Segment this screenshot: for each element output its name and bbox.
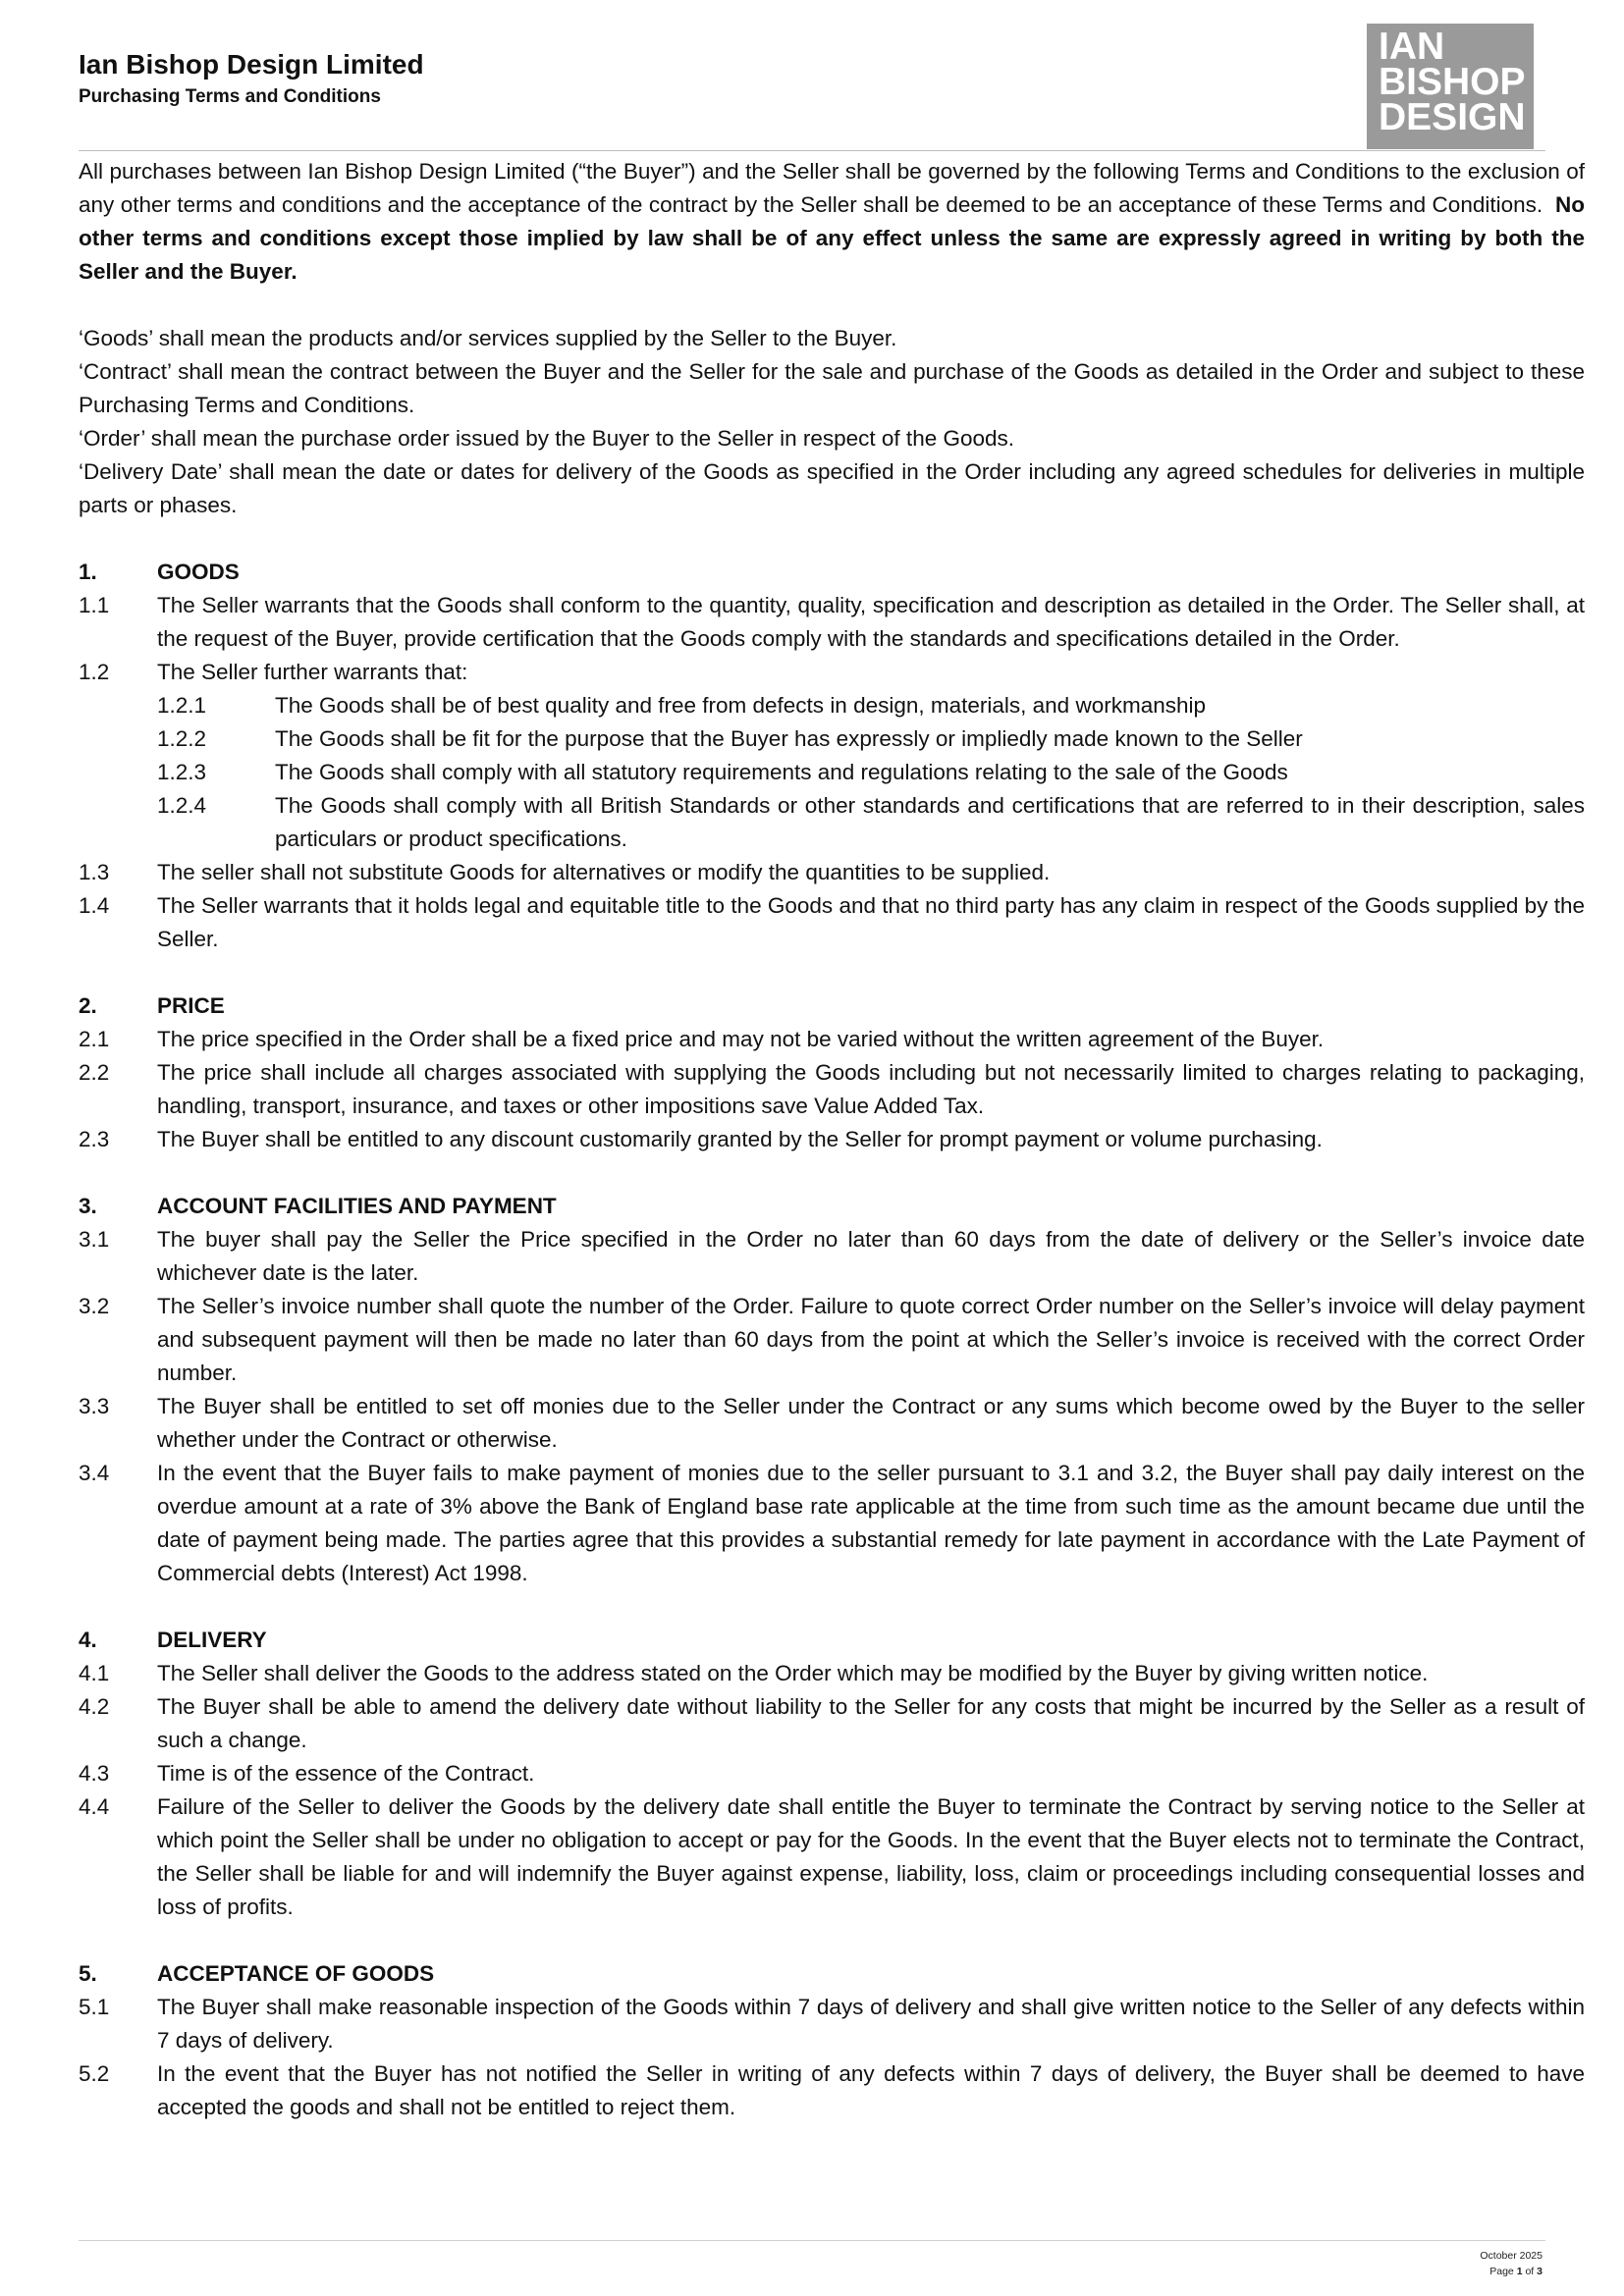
clause-text: The price shall include all charges associated with supplying the Goods including but not necessarily limited to charges relating to packaging, handling, transport, insurance, and taxes or other impositions save Value Added Tax. <box>157 1060 1585 1118</box>
clause-text: The Seller warrants that it holds legal and equitable title to the Goods and that no third party has any claim in respect of the Goods supplied by the Seller. <box>157 893 1585 951</box>
definition-order: ‘Order’ shall mean the purchase order issued by the Buyer to the Seller in respect of the Goods. <box>79 426 1015 451</box>
clause-number: 2.2 <box>79 1060 110 1085</box>
page-number: 1 <box>1516 2266 1523 2277</box>
definition-delivery-date: ‘Delivery Date’ shall mean the date or dates for delivery of the Goods as specified in the Order including any agreed schedules for deliveries in multiple parts or phases. <box>79 459 1585 517</box>
clause-number: 2.3 <box>79 1127 110 1151</box>
page-footer <box>1480 2248 1543 2279</box>
of-label: of <box>1525 2266 1535 2277</box>
subclause <box>157 789 1585 856</box>
clause-text: In the event that the Buyer has not notified the Seller in writing of any defects within 7 days of delivery, the Buyer shall be deemed to have accepted the goods and shall not be entitled to reject them. <box>157 2061 1585 2119</box>
logo-line-1: IAN <box>1379 26 1445 68</box>
document-body <box>79 155 1585 2124</box>
subclause <box>157 689 1585 722</box>
clause-number: 3.2 <box>79 1294 110 1318</box>
subclause-number: 1.2.1 <box>157 693 207 718</box>
clause <box>79 1457 1585 1590</box>
section-number: 4. <box>79 1628 97 1652</box>
clause <box>79 1290 1585 1390</box>
clause-number: 4.2 <box>79 1694 110 1719</box>
clause <box>79 589 1585 656</box>
company-logo <box>1367 24 1534 149</box>
clause-text: The Seller further warrants that: <box>157 660 468 684</box>
footer-divider <box>79 2240 1545 2241</box>
section-number: 3. <box>79 1194 97 1218</box>
page-label: Page <box>1489 2266 1514 2277</box>
subclause <box>157 756 1585 789</box>
clause-text: The Seller shall deliver the Goods to the address stated on the Order which may be modified by the Buyer by giving written notice. <box>157 1661 1429 1685</box>
clause-number: 2.1 <box>79 1027 110 1051</box>
clause <box>79 1223 1585 1290</box>
section-heading <box>79 556 1585 589</box>
clause-text: The seller shall not substitute Goods for alternatives or modify the quantities to be supplied. <box>157 860 1051 884</box>
clause-text: The Seller warrants that the Goods shall conform to the quantity, quality, specification and description as detailed in the Order. The Seller shall, at the request of the Buyer, provide certification that the Goods comply with the standards and specifications detailed in the Order. <box>157 593 1585 651</box>
section-title: ACCEPTANCE OF GOODS <box>157 1961 435 1986</box>
company-name: Ian Bishop Design Limited <box>79 49 424 80</box>
document-subtitle: Purchasing Terms and Conditions <box>79 86 381 107</box>
clause <box>79 1390 1585 1457</box>
section-number: 2. <box>79 993 97 1018</box>
clause-number: 3.3 <box>79 1394 110 1418</box>
subclause-number: 1.2.2 <box>157 726 207 751</box>
clause <box>79 1991 1585 2057</box>
section-title: GOODS <box>157 560 240 584</box>
page-indicator <box>1480 2264 1543 2279</box>
clause-number: 1.1 <box>79 593 110 617</box>
clause-text: Time is of the essence of the Contract. <box>157 1761 535 1786</box>
clause <box>79 2057 1585 2124</box>
header-divider <box>79 150 1545 151</box>
subclause-number: 1.2.3 <box>157 760 207 784</box>
section-number: 5. <box>79 1961 97 1986</box>
subclause-text: The Goods shall comply with all statutory requirements and regulations relating to the sale of the Goods <box>275 760 1288 784</box>
subclause <box>157 722 1585 756</box>
clause-number: 1.2 <box>79 660 110 684</box>
clause-number: 3.1 <box>79 1227 110 1252</box>
clause <box>79 1690 1585 1757</box>
section-heading <box>79 1957 1585 1991</box>
clause <box>79 1023 1585 1056</box>
clause-text: The Buyer shall be entitled to any discount customarily granted by the Seller for prompt payment or volume purchasing. <box>157 1127 1323 1151</box>
clause-number: 5.2 <box>79 2061 110 2086</box>
clause-number: 4.1 <box>79 1661 110 1685</box>
section-heading <box>79 989 1585 1023</box>
clause-number: 1.4 <box>79 893 110 918</box>
section-heading <box>79 1190 1585 1223</box>
clause-text: The Seller’s invoice number shall quote the number of the Order. Failure to quote correct Order number on the Seller’s invoice will delay payment and subsequent payment will then be made no later than 60 days from the point at which the Seller’s invoice is received with the correct Order number. <box>157 1294 1585 1385</box>
clause-number: 4.3 <box>79 1761 110 1786</box>
page-total: 3 <box>1537 2266 1543 2277</box>
section-title: PRICE <box>157 993 225 1018</box>
clause-number: 4.4 <box>79 1794 110 1819</box>
clause <box>79 1757 1585 1790</box>
clause-number: 5.1 <box>79 1995 110 2019</box>
section-title: DELIVERY <box>157 1628 267 1652</box>
clause <box>79 1056 1585 1123</box>
logo-line-3: DESIGN <box>1379 96 1526 138</box>
definition-goods: ‘Goods’ shall mean the products and/or services supplied by the Seller to the Buyer. <box>79 326 897 350</box>
footer-date: October 2025 <box>1480 2250 1543 2262</box>
clause-text: Failure of the Seller to deliver the Goods by the delivery date shall entitle the Buyer to terminate the Contract by serving notice to the Seller at which point the Seller shall be under no obligation to accept or pay for the Goods. In the event that the Buyer elects not to terminate the Contract, the Seller shall be liable for and will indemnify the Buyer against expense, liability, loss, claim or proceedings including consequential losses and loss of profits. <box>157 1794 1585 1919</box>
subclause-number: 1.2.4 <box>157 793 207 818</box>
section-number: 1. <box>79 560 97 584</box>
clause-text: The Buyer shall be able to amend the delivery date without liability to the Seller for any costs that might be incurred by the Seller as a result of such a change. <box>157 1694 1585 1752</box>
clause <box>79 656 1585 689</box>
clause-text: The Buyer shall be entitled to set off monies due to the Seller under the Contract or any sums which become owed by the Buyer to the seller whether under the Contract or otherwise. <box>157 1394 1585 1452</box>
clause-text: The Buyer shall make reasonable inspection of the Goods within 7 days of delivery and shall give written notice to the Seller of any defects within 7 days of delivery. <box>157 1995 1585 2053</box>
definition-contract: ‘Contract’ shall mean the contract between the Buyer and the Seller for the sale and purchase of the Goods as detailed in the Order and subject to these Purchasing Terms and Conditions. <box>79 359 1585 417</box>
intro-text: All purchases between Ian Bishop Design Limited (“the Buyer”) and the Seller shall be governed by the following Terms and Conditions to the exclusion of any other terms and conditions and the acceptance of the contract by the Seller shall be deemed to be an acceptance of these Terms and Conditions. <box>79 159 1585 217</box>
subclause-text: The Goods shall be of best quality and free from defects in design, materials, and workmanship <box>275 693 1206 718</box>
clause <box>79 889 1585 956</box>
clause-number: 1.3 <box>79 860 110 884</box>
subclause-text: The Goods shall comply with all British Standards or other standards and certifications that are referred to in their description, sales particulars or product specifications. <box>275 793 1585 851</box>
logo-line-2: BISHOP <box>1379 61 1526 103</box>
subclause-text: The Goods shall be fit for the purpose that the Buyer has expressly or impliedly made known to the Seller <box>275 726 1303 751</box>
clause-text: In the event that the Buyer fails to make payment of monies due to the seller pursuant to 3.1 and 3.2, the Buyer shall pay daily interest on the overdue amount at a rate of 3% above the Bank of England base rate applicable at the time from such time as the amount became due until the date of payment being made. The parties agree that this provides a substantial remedy for late payment in accordance with the Late Payment of Commercial debts (Interest) Act 1998. <box>157 1461 1585 1585</box>
clause <box>79 1790 1585 1924</box>
clause <box>79 1123 1585 1156</box>
clause-number: 3.4 <box>79 1461 110 1485</box>
clause-text: The price specified in the Order shall be a fixed price and may not be varied without the written agreement of the Buyer. <box>157 1027 1325 1051</box>
section-title: ACCOUNT FACILITIES AND PAYMENT <box>157 1194 557 1218</box>
clause <box>79 856 1585 889</box>
clause-text: The buyer shall pay the Seller the Price specified in the Order no later than 60 days from the date of delivery or the Seller’s invoice date whichever date is the later. <box>157 1227 1585 1285</box>
section-heading <box>79 1624 1585 1657</box>
clause <box>79 1657 1585 1690</box>
intro-bold-text: No other terms and conditions except those implied by law shall be of any effect unless the same are expressly agreed in writing by both the Seller and the Buyer. <box>79 192 1585 284</box>
intro-paragraph <box>79 155 1585 289</box>
